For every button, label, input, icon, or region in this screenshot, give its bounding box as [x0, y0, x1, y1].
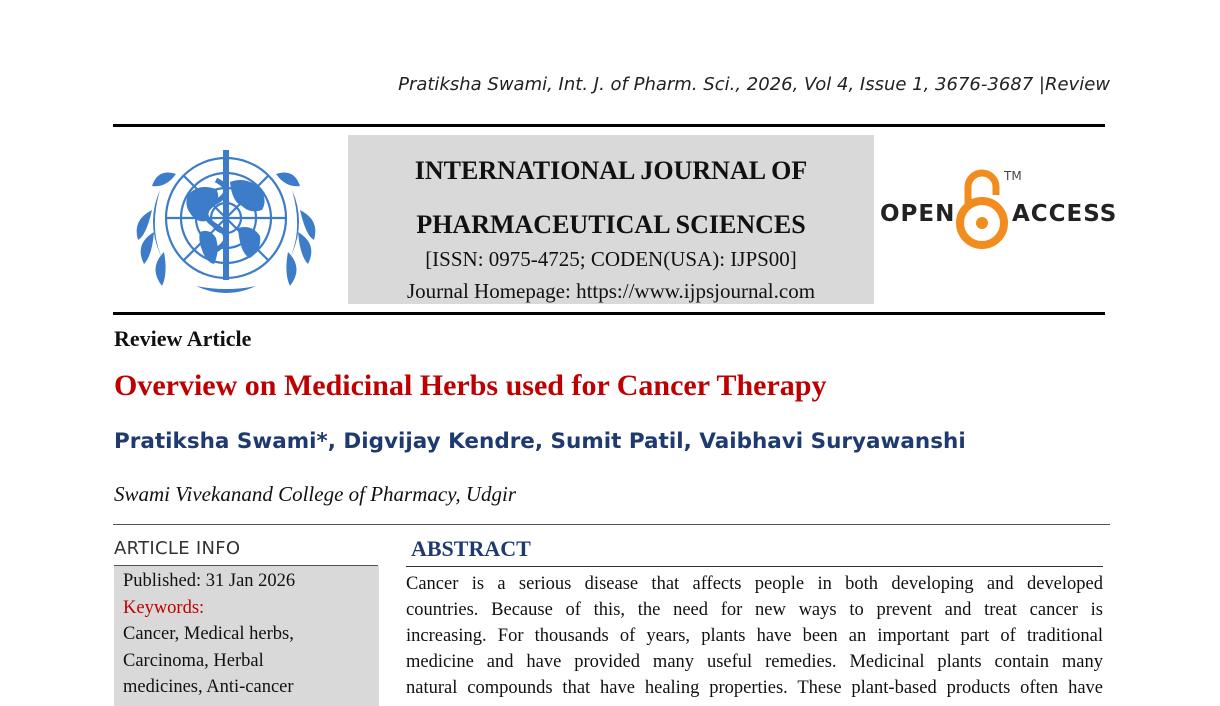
keywords-label: Keywords:: [123, 597, 205, 618]
abstract-line: Cancer is a serious disease that affects people in both developing and developed: [406, 574, 1103, 594]
keywords-line: Cancer, Medical herbs,: [123, 624, 294, 644]
open-access-access-text: ACCESS: [1012, 201, 1118, 227]
running-header: Pratiksha Swami, Int. J. of Pharm. Sci., 2026, Vol 4, Issue 1, 3676-3687 |Review: [398, 74, 1110, 95]
open-access-tm: TM: [1004, 169, 1022, 183]
section-divider: [113, 524, 1110, 525]
header-rule-bottom: [113, 312, 1105, 315]
journal-name-line2: PHARMACEUTICAL SCIENCES: [416, 210, 806, 239]
who-emblem-logo: [128, 140, 324, 306]
keywords-line: Carcinoma, Herbal: [123, 650, 264, 671]
abstract-line: increasing. For thousands of years, plants have been an important part of traditional: [406, 626, 1103, 646]
article-affiliation: Swami Vivekanand College of Pharmacy, Udgir: [114, 482, 517, 506]
abstract-heading: ABSTRACT: [411, 536, 531, 561]
abstract-body: [406, 571, 1103, 701]
article-type: Review Article: [114, 326, 252, 351]
published-date: Published: 31 Jan 2026: [123, 571, 296, 591]
article-info-heading: ARTICLE INFO: [114, 538, 241, 559]
open-access-open-text: OPEN: [880, 201, 956, 227]
abstract-rule: [406, 566, 1103, 567]
journal-banner: [348, 135, 874, 304]
keywords-line: medicines, Anti-cancer: [123, 677, 294, 697]
article-authors: Pratiksha Swami*, Digvijay Kendre, Sumit Patil, Vaibhavi Suryawanshi: [114, 429, 966, 454]
abstract-line: medicine and have provided many useful remedies. Medicinal plants contain many: [406, 652, 1103, 672]
open-access-logo: [880, 165, 1118, 255]
article-info-box: [114, 566, 379, 706]
journal-homepage[interactable]: Journal Homepage: https://www.ijpsjournal.com: [406, 279, 816, 303]
article-title: Overview on Medicinal Herbs used for Cancer Therapy: [114, 369, 827, 402]
abstract-line: natural compounds that have healing properties. These plant-based products often have: [406, 678, 1103, 698]
journal-issn: [ISSN: 0975-4725; CODEN(USA): IJPS00]: [425, 247, 797, 271]
header-rule-top: [113, 124, 1105, 127]
abstract-line: countries. Because of this, the need for new ways to prevent and treat cancer is: [406, 600, 1103, 620]
journal-name-line1: INTERNATIONAL JOURNAL OF: [414, 156, 808, 185]
